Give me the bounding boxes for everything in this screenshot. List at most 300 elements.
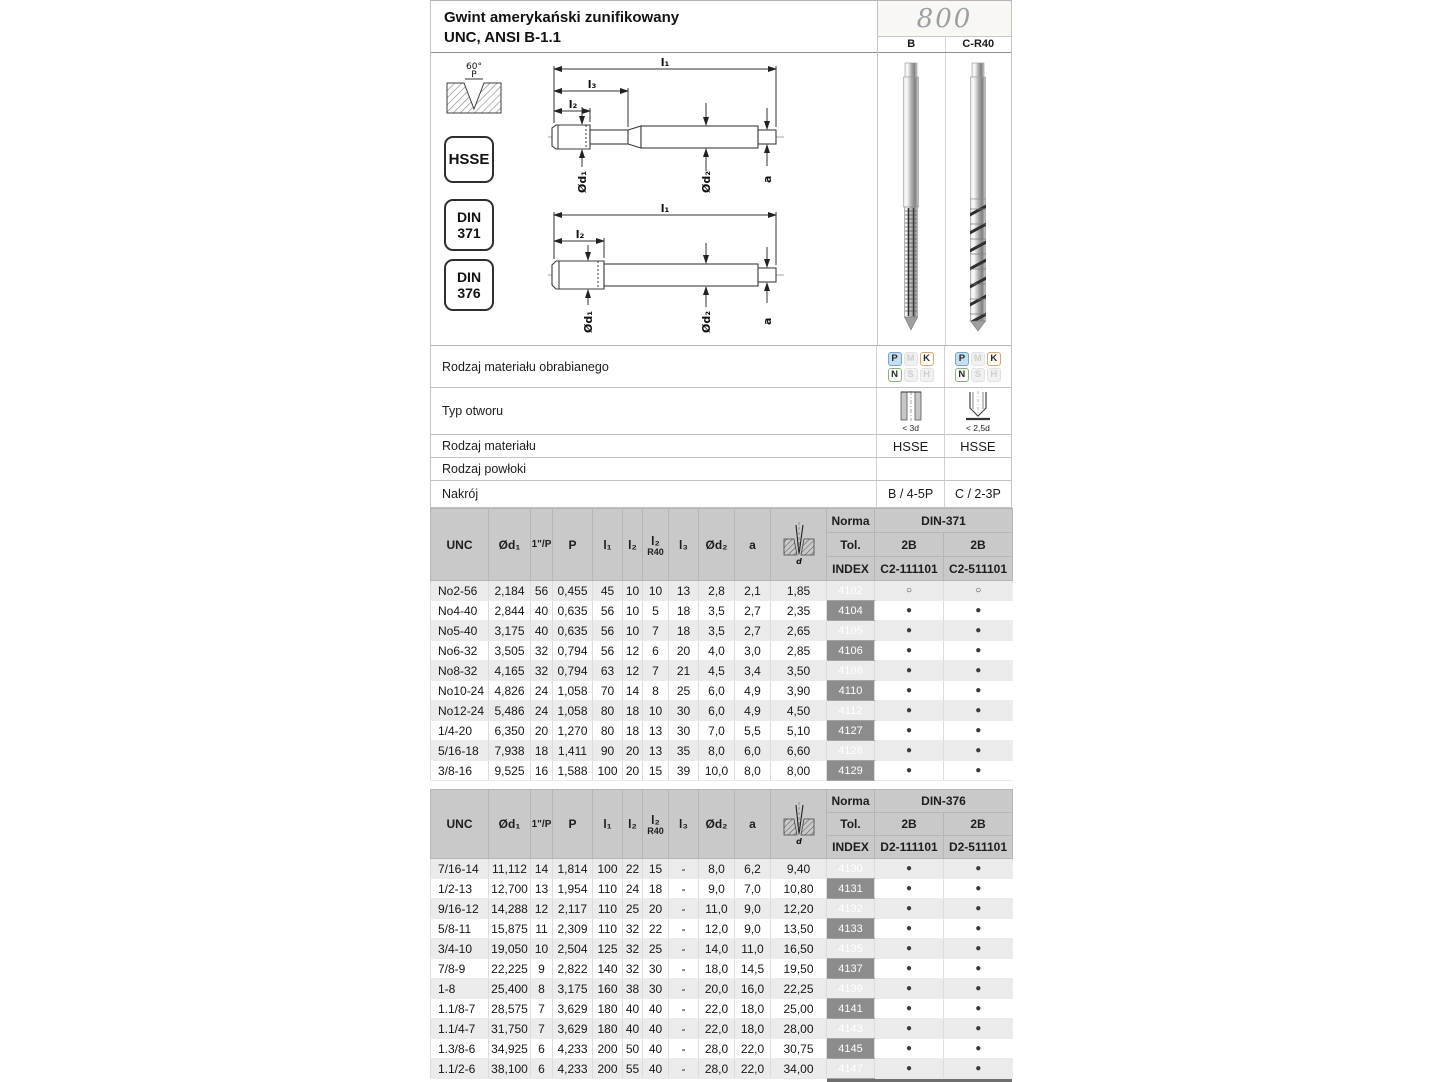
value-cell: - (669, 899, 699, 919)
spec-label: Nakrój (442, 487, 479, 501)
l2-r40-bottom: R40 (647, 546, 664, 557)
index-label: INDEX (827, 557, 875, 581)
value-cell: 0,635 (553, 601, 593, 621)
l2-r40-top: l₂ (651, 813, 660, 827)
hole-type-c (944, 388, 1011, 434)
value-cell: 13 (643, 741, 669, 761)
page-number-box (878, 1, 1011, 37)
value-cell: 9,0 (735, 919, 771, 939)
tol-c: 2B (944, 813, 1013, 836)
index-cell: 4104 (827, 601, 875, 621)
value-cell: 10,0 (699, 761, 735, 781)
index-cell: 4133 (827, 919, 875, 939)
col-header-l1: l₁ (593, 790, 623, 859)
value-cell: 9,0 (699, 879, 735, 899)
page-title (431, 1, 877, 53)
value-cell: 100 (593, 859, 623, 879)
value-cell: 19,050 (489, 939, 531, 959)
value-cell: - (669, 1039, 699, 1059)
value-cell: 6,2 (735, 859, 771, 879)
value-cell: 11,112 (489, 859, 531, 879)
value-cell: 10 (643, 701, 669, 721)
spec-row-hole-type (430, 388, 1012, 435)
availability-cell: ● (875, 859, 944, 879)
value-cell: 56 (593, 601, 623, 621)
value-cell: 0,455 (553, 581, 593, 601)
col-header-p: P (553, 790, 593, 859)
value-cell: 160 (593, 979, 623, 999)
tol-label: Tol. (827, 813, 875, 836)
chamfer-b: B / 4-5P (876, 481, 943, 507)
value-cell: 2,7 (735, 621, 771, 641)
value-cell: 4,0 (699, 641, 735, 661)
value-cell: 22,0 (699, 1019, 735, 1039)
value-cell: 2,7 (735, 601, 771, 621)
value-cell: 14 (623, 681, 643, 701)
through-hole-icon (898, 390, 924, 422)
table-row (431, 1019, 1013, 1039)
availability-cell: ● (875, 1059, 944, 1079)
value-cell: 20 (623, 761, 643, 781)
col-header-d2: Ød₂ (699, 509, 735, 581)
value-cell: 11,0 (699, 899, 735, 919)
value-cell: 9,525 (489, 761, 531, 781)
left-column (430, 1, 877, 346)
col-header-p: P (553, 509, 593, 581)
svg-text:Ød₁: Ød₁ (582, 310, 595, 333)
spec-label: Rodzaj powłoki (442, 462, 527, 476)
col-header-l3: l₃ (669, 509, 699, 581)
spec-row-machined-material (430, 346, 1012, 388)
value-cell: 200 (593, 1059, 623, 1079)
coating-c (944, 458, 1011, 480)
norma-label: Norma (827, 509, 875, 533)
value-cell: 13 (643, 721, 669, 741)
availability-cell: ● (944, 601, 1013, 621)
index-cell: 4129 (827, 761, 875, 781)
value-cell: 18,0 (735, 999, 771, 1019)
value-cell: 2,504 (553, 939, 593, 959)
svg-text:l₁: l₁ (660, 57, 670, 69)
variant-labels (878, 37, 1011, 53)
table-row (431, 741, 1013, 761)
availability-cell: ● (944, 1059, 1013, 1079)
availability-cell: ● (875, 661, 944, 681)
value-cell: 4,50 (771, 701, 827, 721)
value-cell: 4,233 (553, 1059, 593, 1079)
norma-value: DIN-376 (875, 790, 1013, 813)
value-cell: 30 (669, 721, 699, 741)
col-header-d2: Ød₂ (699, 790, 735, 859)
table-row (431, 761, 1013, 781)
availability-cell: ● (944, 741, 1013, 761)
value-cell: 8,00 (771, 761, 827, 781)
value-cell: 7 (643, 621, 669, 641)
availability-cell: ● (944, 661, 1013, 681)
value-cell: 3,629 (553, 999, 593, 1019)
l2-r40-top: l₂ (651, 533, 660, 548)
spec-label: Rodzaj materiału (442, 439, 536, 453)
material-badge-grid-b (888, 352, 934, 382)
value-cell: 140 (593, 959, 623, 979)
material-badge-n: N (888, 368, 902, 382)
value-cell: 6 (531, 1039, 553, 1059)
value-cell: 22 (623, 859, 643, 879)
value-cell: 5,5 (735, 721, 771, 741)
value-cell: 22,0 (735, 1039, 771, 1059)
hole-type-b (876, 388, 943, 434)
value-cell: 25 (643, 939, 669, 959)
value-cell: 9,40 (771, 859, 827, 879)
availability-cell: ● (944, 1019, 1013, 1039)
value-cell: 7,938 (489, 741, 531, 761)
value-cell: 18 (623, 721, 643, 741)
value-cell: 5,10 (771, 721, 827, 741)
material-b: HSSE (876, 435, 943, 457)
value-cell: 32 (531, 661, 553, 681)
tol-label: Tol. (827, 533, 875, 557)
value-cell: 1,85 (771, 581, 827, 601)
value-cell: 10 (623, 621, 643, 641)
value-cell: 11 (531, 919, 553, 939)
value-cell: 22 (643, 919, 669, 939)
value-cell: 31,750 (489, 1019, 531, 1039)
material-badge-k: K (920, 352, 934, 366)
value-cell: 70 (593, 681, 623, 701)
value-cell: 22,0 (735, 1059, 771, 1079)
value-cell: 1,058 (553, 701, 593, 721)
value-cell: 63 (593, 661, 623, 681)
availability-cell: ● (944, 919, 1013, 939)
value-cell: 12 (623, 641, 643, 661)
value-cell: - (669, 999, 699, 1019)
index-cell: 4139 (827, 979, 875, 999)
material-badge-grid-c (955, 352, 1001, 382)
value-cell: - (669, 979, 699, 999)
svg-text:l₂: l₂ (568, 98, 578, 111)
table-row (431, 919, 1013, 939)
table-row (431, 999, 1013, 1019)
value-cell: 40 (643, 999, 669, 1019)
technical-drawing-panel (431, 53, 877, 346)
value-cell: 20,0 (699, 979, 735, 999)
value-cell: 5,486 (489, 701, 531, 721)
size-cell: No6-32 (431, 641, 489, 661)
value-cell: 25,400 (489, 979, 531, 999)
value-cell: 3,4 (735, 661, 771, 681)
table-row (431, 581, 1013, 601)
din376-line2: 376 (457, 285, 481, 301)
value-cell: 14,288 (489, 899, 531, 919)
value-cell: 55 (623, 1059, 643, 1079)
availability-cell: ● (875, 899, 944, 919)
col-header-unc: UNC (431, 790, 489, 859)
size-cell: 7/16-14 (431, 859, 489, 879)
material-badge-m: M (971, 352, 985, 366)
value-cell: 50 (623, 1039, 643, 1059)
availability-cell: ● (875, 979, 944, 999)
value-cell: 8,0 (699, 859, 735, 879)
value-cell: 28,0 (699, 1059, 735, 1079)
table-row (431, 621, 1013, 641)
material-badge-p: P (888, 352, 902, 366)
catalog-sheet (430, 0, 1012, 1082)
norma-label: Norma (827, 790, 875, 813)
value-cell: 28,00 (771, 1019, 827, 1039)
col-header-l2: l₂ (623, 790, 643, 859)
value-cell: 18 (623, 701, 643, 721)
col-header-l1: l₁ (593, 509, 623, 581)
value-cell: - (669, 859, 699, 879)
straight-flute-tap-image (881, 59, 941, 339)
value-cell: 20 (531, 721, 553, 741)
table-row (431, 859, 1013, 879)
availability-cell: ● (944, 999, 1013, 1019)
availability-cell: ● (944, 859, 1013, 879)
din371-line1: DIN (456, 208, 482, 225)
value-cell: 7,0 (735, 879, 771, 899)
material-badge-h: H (987, 368, 1001, 382)
value-cell: 4,5 (699, 661, 735, 681)
value-cell: 15 (643, 859, 669, 879)
value-cell: 18 (643, 879, 669, 899)
value-cell: 13,50 (771, 919, 827, 939)
value-cell: 6 (531, 1059, 553, 1079)
svg-text:l₃: l₃ (587, 78, 597, 91)
value-cell: 1,588 (553, 761, 593, 781)
svg-text:l₁: l₁ (660, 203, 670, 215)
index-cell: 4110 (827, 681, 875, 701)
size-cell: No5-40 (431, 621, 489, 641)
value-cell: 2,184 (489, 581, 531, 601)
value-cell: - (669, 939, 699, 959)
value-cell: 2,844 (489, 601, 531, 621)
spec-label: Rodzaj materiału obrabianego (442, 359, 609, 374)
value-cell: 4,165 (489, 661, 531, 681)
availability-cell: ● (875, 701, 944, 721)
value-cell: 6 (643, 641, 669, 661)
value-cell: 20 (643, 899, 669, 919)
value-cell: 3,50 (771, 661, 827, 681)
value-cell: 16,0 (735, 979, 771, 999)
din376-line1: DIN (456, 268, 482, 285)
value-cell: 200 (593, 1039, 623, 1059)
drill-depth-icon (782, 801, 816, 845)
value-cell: 16 (531, 761, 553, 781)
title-line-1: Gwint amerykański zunifikowany (444, 9, 680, 26)
value-cell: 21 (669, 661, 699, 681)
right-column (877, 1, 1012, 346)
svg-text:a: a (761, 175, 774, 183)
svg-text:P: P (471, 70, 477, 80)
availability-cell: ● (875, 741, 944, 761)
value-cell: 32 (623, 939, 643, 959)
value-cell: 3,90 (771, 681, 827, 701)
availability-cell: ● (875, 879, 944, 899)
material-badge-m: M (904, 352, 918, 366)
value-cell: 0,635 (553, 621, 593, 641)
size-cell: 1.1/2-6 (431, 1059, 489, 1079)
value-cell: 22,25 (771, 979, 827, 999)
value-cell: 10 (623, 601, 643, 621)
table-row (431, 1039, 1013, 1059)
size-cell: 1.1/8-7 (431, 999, 489, 1019)
availability-cell: ○ (875, 581, 944, 601)
svg-text:d: d (795, 836, 802, 845)
col-header-l2-r40 (643, 509, 669, 581)
table-row (431, 641, 1013, 661)
col-header-a: a (735, 509, 771, 581)
value-cell: 2,85 (771, 641, 827, 661)
value-cell: 80 (593, 721, 623, 741)
din-376-table-body (431, 859, 1013, 1079)
value-cell: 3,0 (735, 641, 771, 661)
material-badge-s: S (971, 368, 985, 382)
spec-label: Typ otworu (442, 404, 504, 418)
value-cell: 10 (623, 581, 643, 601)
value-cell: 11,0 (735, 939, 771, 959)
material-badge-p: P (955, 352, 969, 366)
availability-cell: ● (875, 1019, 944, 1039)
value-cell: 22,0 (699, 999, 735, 1019)
value-cell: 40 (623, 1019, 643, 1039)
value-cell: 2,8 (699, 581, 735, 601)
index-cell: 4132 (827, 899, 875, 919)
col-header-l3: l₃ (669, 790, 699, 859)
page-number: 800 (916, 3, 973, 34)
tol-c: 2B (944, 533, 1013, 557)
material-c: HSSE (944, 435, 1011, 457)
din371-line2: 371 (457, 225, 481, 241)
index-c: C2-511101 (944, 557, 1013, 581)
table-row (431, 979, 1013, 999)
value-cell: 3,5 (699, 601, 735, 621)
availability-cell: ● (944, 979, 1013, 999)
value-cell: 8 (531, 979, 553, 999)
blind-hole-caption: < 2,5d (965, 422, 990, 433)
size-cell: No12-24 (431, 701, 489, 721)
col-header-d1: Ød₁ (489, 790, 531, 859)
value-cell: 100 (593, 761, 623, 781)
svg-text:a: a (761, 317, 774, 325)
value-cell: 56 (531, 581, 553, 601)
col-header-l2: l₂ (623, 509, 643, 581)
tap-photo-c-r40 (945, 53, 1012, 345)
value-cell: 3,5 (699, 621, 735, 641)
index-label: INDEX (827, 836, 875, 859)
col-header-d1: Ød₁ (489, 509, 531, 581)
value-cell: 18 (669, 601, 699, 621)
coating-b (876, 458, 943, 480)
variant-b-label: B (907, 38, 916, 50)
table-row (431, 939, 1013, 959)
index-cell: 4143 (827, 1019, 875, 1039)
col-header-unc: UNC (431, 509, 489, 581)
value-cell: 24 (531, 681, 553, 701)
index-cell: 4106 (827, 641, 875, 661)
table-row (431, 959, 1013, 979)
value-cell: 32 (623, 919, 643, 939)
col-header-drill (771, 509, 827, 581)
availability-cell: ● (944, 641, 1013, 661)
availability-cell: ● (875, 621, 944, 641)
size-cell: 9/16-12 (431, 899, 489, 919)
availability-cell: ● (944, 899, 1013, 919)
value-cell: 110 (593, 879, 623, 899)
index-cell: 4137 (827, 959, 875, 979)
chamfer-c: C / 2-3P (944, 481, 1011, 507)
hsse-badge-label: HSSE (448, 151, 490, 168)
value-cell: - (669, 1019, 699, 1039)
value-cell: 34,925 (489, 1039, 531, 1059)
value-cell: 3,505 (489, 641, 531, 661)
thread-profile-icon (443, 59, 505, 117)
value-cell: 14,5 (735, 959, 771, 979)
spec-row-material (430, 435, 1012, 458)
tol-b: 2B (875, 533, 944, 557)
tap-photo-b (878, 53, 945, 345)
availability-cell: ○ (944, 581, 1013, 601)
value-cell: 6,0 (735, 741, 771, 761)
availability-cell: ● (875, 959, 944, 979)
value-cell: 8,0 (699, 741, 735, 761)
value-cell: 6,350 (489, 721, 531, 741)
value-cell: 1,411 (553, 741, 593, 761)
value-cell: 13 (531, 879, 553, 899)
value-cell: 14,0 (699, 939, 735, 959)
value-cell: 10 (531, 939, 553, 959)
col-header-drill (771, 790, 827, 859)
value-cell: 1,954 (553, 879, 593, 899)
value-cell: 8,0 (735, 761, 771, 781)
value-cell: 1,058 (553, 681, 593, 701)
table-row (431, 1059, 1013, 1079)
value-cell: 80 (593, 701, 623, 721)
value-cell: 40 (643, 1019, 669, 1039)
size-cell: No8-32 (431, 661, 489, 681)
spec-row-coating (430, 458, 1012, 481)
value-cell: 0,794 (553, 641, 593, 661)
value-cell: 32 (623, 959, 643, 979)
tap-drawing-din371 (546, 57, 786, 199)
size-cell: 5/8-11 (431, 919, 489, 939)
value-cell: 32 (531, 641, 553, 661)
availability-cell: ● (875, 601, 944, 621)
value-cell: 9,0 (735, 899, 771, 919)
material-badge-n: N (955, 368, 969, 382)
availability-cell: ● (944, 761, 1013, 781)
value-cell: 5 (643, 601, 669, 621)
table-row (431, 899, 1013, 919)
size-cell: 1.3/8-6 (431, 1039, 489, 1059)
value-cell: 90 (593, 741, 623, 761)
value-cell: 14 (531, 859, 553, 879)
size-cell: No10-24 (431, 681, 489, 701)
value-cell: 2,1 (735, 581, 771, 601)
material-badge-s: S (904, 368, 918, 382)
value-cell: 7 (531, 1019, 553, 1039)
value-cell: 28,575 (489, 999, 531, 1019)
index-cell: 4147 (827, 1059, 875, 1079)
value-cell: 39 (669, 761, 699, 781)
value-cell: 16,50 (771, 939, 827, 959)
machined-material-b (876, 346, 943, 387)
value-cell: 4,9 (735, 701, 771, 721)
drill-depth-icon (782, 521, 816, 565)
value-cell: 7,0 (699, 721, 735, 741)
index-c: D2-511101 (944, 836, 1013, 859)
din-376-badge (444, 259, 494, 311)
